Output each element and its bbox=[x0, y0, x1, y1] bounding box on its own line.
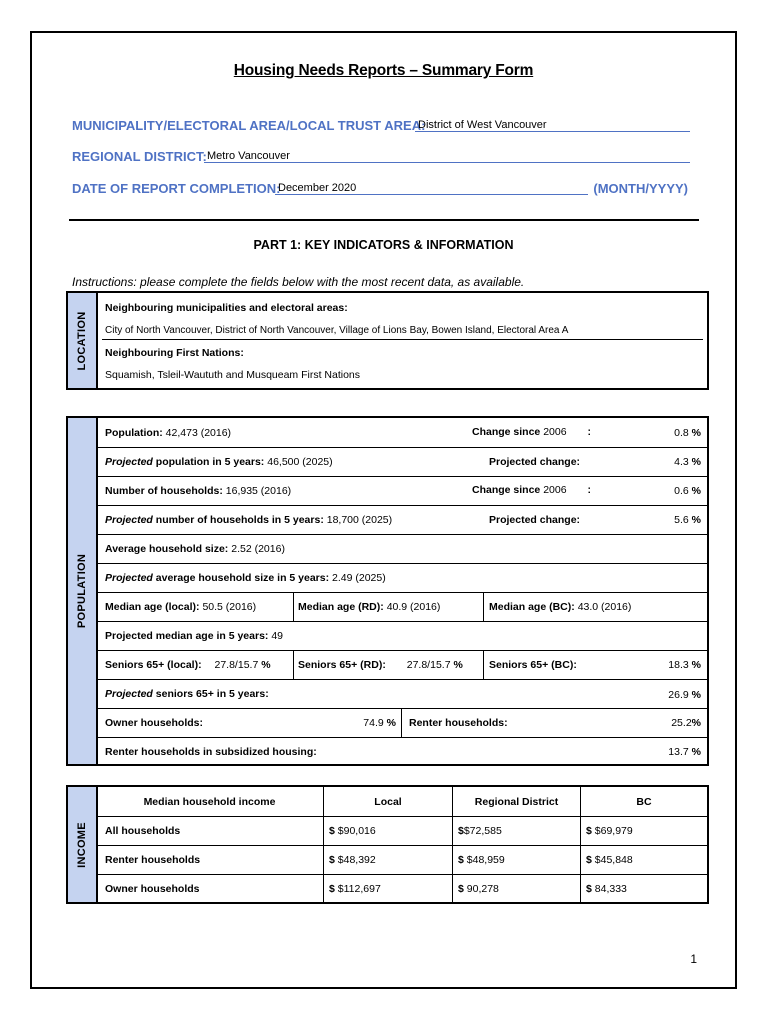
median-age-bc bbox=[489, 601, 631, 613]
row-divider bbox=[96, 737, 707, 738]
col-divider bbox=[293, 592, 294, 621]
projected-population-row bbox=[105, 456, 333, 468]
projected-hh-change-number: 5.6 bbox=[674, 514, 689, 526]
income-bc-number: $45,848 bbox=[594, 854, 633, 866]
first-nations-value[interactable]: Squamish, Tsleil-Waututh and Musqueam First Nations bbox=[105, 369, 361, 381]
percent-sign: % bbox=[453, 659, 463, 671]
subsidized-housing-value[interactable] bbox=[668, 746, 701, 758]
row-divider bbox=[96, 476, 707, 477]
projected-median-age-label: Projected median age in 5 years: bbox=[105, 630, 269, 642]
pop-change-number: 0.8 bbox=[674, 427, 689, 439]
row-divider bbox=[96, 505, 707, 506]
population-value[interactable]: 42,473 (2016) bbox=[165, 427, 232, 439]
projected-seniors-value[interactable] bbox=[668, 689, 701, 701]
first-nations-label: Neighbouring First Nations: bbox=[105, 347, 244, 359]
seniors-bc-value[interactable] bbox=[668, 659, 701, 671]
row-divider bbox=[96, 592, 707, 593]
dollar-sign: $ bbox=[458, 854, 464, 866]
col-divider bbox=[401, 708, 402, 737]
income-local-value[interactable] bbox=[329, 883, 381, 895]
income-rd-value[interactable] bbox=[458, 883, 499, 895]
percent-sign: % bbox=[386, 717, 396, 729]
hh-change-since-row bbox=[472, 484, 591, 496]
renter-households-value[interactable] bbox=[671, 717, 701, 729]
regional-underline bbox=[204, 162, 690, 163]
seniors-bc-label: Seniors 65+ (BC): bbox=[489, 659, 577, 671]
income-local-value[interactable] bbox=[329, 825, 376, 837]
households-value[interactable]: 16,935 (2016) bbox=[225, 485, 292, 497]
seniors-rd-value[interactable]: 27.8/15.7 bbox=[406, 659, 451, 671]
percent-sign: % bbox=[691, 689, 701, 701]
median-age-rd-label: Median age (RD): bbox=[298, 601, 384, 613]
location-side-tab bbox=[68, 293, 98, 388]
colon: : bbox=[587, 426, 591, 438]
regional-value[interactable]: Metro Vancouver bbox=[207, 150, 290, 162]
income-section bbox=[66, 785, 709, 904]
change-since-label: Change since bbox=[472, 484, 541, 496]
date-label: DATE OF REPORT COMPLETION: bbox=[72, 181, 281, 196]
population-row bbox=[105, 427, 231, 439]
seniors-local bbox=[105, 659, 271, 671]
median-age-rd bbox=[298, 601, 440, 613]
projected-italic: Projected bbox=[105, 688, 153, 700]
percent-sign: % bbox=[691, 427, 701, 439]
seniors-rd-label: Seniors 65+ (RD): bbox=[298, 659, 386, 671]
percent-sign: % bbox=[691, 717, 701, 729]
row-divider bbox=[96, 816, 707, 817]
hh-change-number: 0.6 bbox=[674, 485, 689, 497]
projected-seniors-number: 26.9 bbox=[668, 689, 689, 701]
row-divider bbox=[96, 650, 707, 651]
avg-household-size-label: Average household size: bbox=[105, 543, 229, 555]
population-side-label: POPULATION bbox=[76, 553, 88, 629]
projected-households-value[interactable]: 18,700 (2025) bbox=[326, 514, 393, 526]
households-row bbox=[105, 485, 291, 497]
owner-households-value[interactable] bbox=[348, 717, 396, 729]
form-title: Housing Needs Reports – Summary Form bbox=[233, 62, 534, 79]
dollar-sign: $ bbox=[586, 825, 592, 837]
page-number: 1 bbox=[690, 952, 697, 966]
renter-households-number: 25.2 bbox=[671, 717, 692, 729]
neighbouring-underline bbox=[102, 339, 703, 340]
households-label: Number of households: bbox=[105, 485, 223, 497]
percent-sign: % bbox=[691, 456, 701, 468]
seniors-local-label: Seniors 65+ (local): bbox=[105, 659, 202, 671]
location-section bbox=[66, 291, 709, 390]
municipality-label: MUNICIPALITY/ELECTORAL AREA/LOCAL TRUST AREA: bbox=[72, 118, 426, 133]
dollar-sign: $ bbox=[458, 883, 464, 895]
owner-households-number: 74.9 bbox=[363, 717, 384, 729]
population-side-tab bbox=[68, 418, 98, 764]
median-age-bc-value[interactable]: 43.0 (2016) bbox=[577, 601, 632, 613]
hh-change-since-year[interactable]: 2006 bbox=[543, 484, 567, 496]
projected-italic: Projected bbox=[105, 572, 153, 584]
row-divider bbox=[96, 874, 707, 875]
income-bc-value[interactable] bbox=[586, 883, 627, 895]
projected-change-label: Projected change: bbox=[489, 456, 581, 468]
avg-household-size-value[interactable]: 2.52 (2016) bbox=[231, 543, 285, 555]
income-rd-number: $48,959 bbox=[466, 854, 505, 866]
regional-label: REGIONAL DISTRICT: bbox=[72, 149, 207, 164]
date-underline bbox=[275, 194, 588, 195]
income-header-label: Median household income bbox=[143, 796, 276, 808]
row-divider bbox=[96, 621, 707, 622]
income-row-label: Renter households bbox=[105, 854, 201, 866]
owner-households-label: Owner households: bbox=[105, 717, 204, 729]
dollar-sign: $ bbox=[329, 825, 335, 837]
seniors-local-value[interactable]: 27.8/15.7 bbox=[214, 659, 259, 671]
pop-change-value[interactable] bbox=[674, 427, 701, 439]
income-bc-value[interactable] bbox=[586, 854, 633, 866]
municipality-underline bbox=[415, 131, 690, 132]
income-bc-value[interactable] bbox=[586, 825, 633, 837]
dollar-sign: $ bbox=[586, 883, 592, 895]
change-since-label: Change since bbox=[472, 426, 541, 438]
projected-hh-change-label: Projected change: bbox=[489, 514, 581, 526]
population-section bbox=[66, 416, 709, 766]
income-row-label: All households bbox=[105, 825, 181, 837]
income-rd-number: $72,585 bbox=[463, 825, 502, 837]
projected-change-number: 4.3 bbox=[674, 456, 689, 468]
income-bc-number: $69,979 bbox=[594, 825, 633, 837]
colon: : bbox=[587, 484, 591, 496]
projected-median-age-value[interactable]: 49 bbox=[271, 630, 284, 642]
income-bc-number: 84,333 bbox=[594, 883, 627, 895]
dollar-sign: $ bbox=[329, 883, 335, 895]
median-age-local bbox=[105, 601, 256, 613]
row-divider bbox=[96, 679, 707, 680]
projected-italic: Projected bbox=[105, 514, 153, 526]
col-divider bbox=[483, 592, 484, 621]
median-age-bc-label: Median age (BC): bbox=[489, 601, 575, 613]
projected-seniors-label: seniors 65+ in 5 years: bbox=[155, 688, 269, 700]
projected-median-age-row bbox=[105, 630, 283, 642]
projected-hh-change-value[interactable] bbox=[674, 514, 701, 526]
dollar-sign: $ bbox=[586, 854, 592, 866]
income-header-rd: Regional District bbox=[474, 796, 559, 808]
header-divider bbox=[69, 219, 699, 221]
income-local-number: $112,697 bbox=[337, 883, 381, 895]
dollar-sign: $ bbox=[329, 854, 335, 866]
income-rd-value[interactable] bbox=[458, 854, 505, 866]
projected-avg-size-value[interactable]: 2.49 (2025) bbox=[332, 572, 386, 584]
projected-population-label: population in 5 years: bbox=[155, 456, 265, 468]
percent-sign: % bbox=[691, 659, 701, 671]
hh-change-value[interactable] bbox=[674, 485, 701, 497]
income-side-tab bbox=[68, 787, 98, 902]
percent-sign: % bbox=[691, 746, 701, 758]
projected-population-value[interactable]: 46,500 (2025) bbox=[267, 456, 333, 468]
income-rd-value[interactable] bbox=[458, 825, 502, 837]
renter-households-label: Renter households: bbox=[409, 717, 508, 729]
row-divider bbox=[96, 845, 707, 846]
projected-avg-size-label: average household size in 5 years: bbox=[155, 572, 330, 584]
row-divider bbox=[96, 447, 707, 448]
median-age-local-value[interactable]: 50.5 (2016) bbox=[202, 601, 257, 613]
date-format-hint: (MONTH/YYYY) bbox=[593, 181, 688, 196]
income-row-label: Owner households bbox=[105, 883, 200, 895]
change-since-row bbox=[472, 426, 591, 438]
row-divider bbox=[96, 534, 707, 535]
seniors-bc-number: 18.3 bbox=[668, 659, 689, 671]
col-divider bbox=[483, 650, 484, 679]
neighbouring-label: Neighbouring municipalities and electoral areas: bbox=[105, 302, 348, 314]
income-header-local: Local bbox=[374, 796, 402, 808]
percent-sign: % bbox=[691, 514, 701, 526]
subsidized-housing-number: 13.7 bbox=[668, 746, 689, 758]
col-divider bbox=[293, 650, 294, 679]
projected-households-row bbox=[105, 514, 392, 526]
population-label: Population: bbox=[105, 427, 163, 439]
municipality-value[interactable]: District of West Vancouver bbox=[418, 119, 547, 131]
instructions: Instructions: please complete the fields below with the most recent data, as available. bbox=[72, 275, 525, 289]
neighbouring-value[interactable]: City of North Vancouver, District of North Vancouver, Village of Lions Bay, Bowen Island, Electoral Area A bbox=[105, 325, 569, 336]
median-age-rd-value[interactable]: 40.9 (2016) bbox=[386, 601, 441, 613]
seniors-rd bbox=[298, 659, 463, 671]
form-page bbox=[30, 31, 737, 989]
change-since-year[interactable]: 2006 bbox=[543, 426, 567, 438]
income-rd-number: 90,278 bbox=[466, 883, 499, 895]
income-local-value[interactable] bbox=[329, 854, 376, 866]
subsidized-housing-label: Renter households in subsidized housing: bbox=[105, 746, 317, 758]
location-side-label: LOCATION bbox=[76, 310, 88, 371]
avg-household-size-row bbox=[105, 543, 285, 555]
median-age-local-label: Median age (local): bbox=[105, 601, 200, 613]
part-title: PART 1: KEY INDICATORS & INFORMATION bbox=[253, 238, 514, 252]
income-header-bc: BC bbox=[636, 796, 652, 808]
income-local-number: $90,016 bbox=[337, 825, 376, 837]
dollar-sign: $ bbox=[458, 825, 464, 837]
percent-sign: % bbox=[691, 485, 701, 497]
projected-households-label: number of households in 5 years: bbox=[155, 514, 324, 526]
row-divider bbox=[96, 563, 707, 564]
date-value[interactable]: December 2020 bbox=[278, 182, 357, 194]
projected-seniors-row bbox=[105, 688, 269, 700]
projected-avg-size-row bbox=[105, 572, 386, 584]
income-side-label: INCOME bbox=[76, 821, 88, 868]
projected-change-value[interactable] bbox=[674, 456, 701, 468]
income-local-number: $48,392 bbox=[337, 854, 376, 866]
percent-sign: % bbox=[261, 659, 271, 671]
projected-italic: Projected bbox=[105, 456, 153, 468]
